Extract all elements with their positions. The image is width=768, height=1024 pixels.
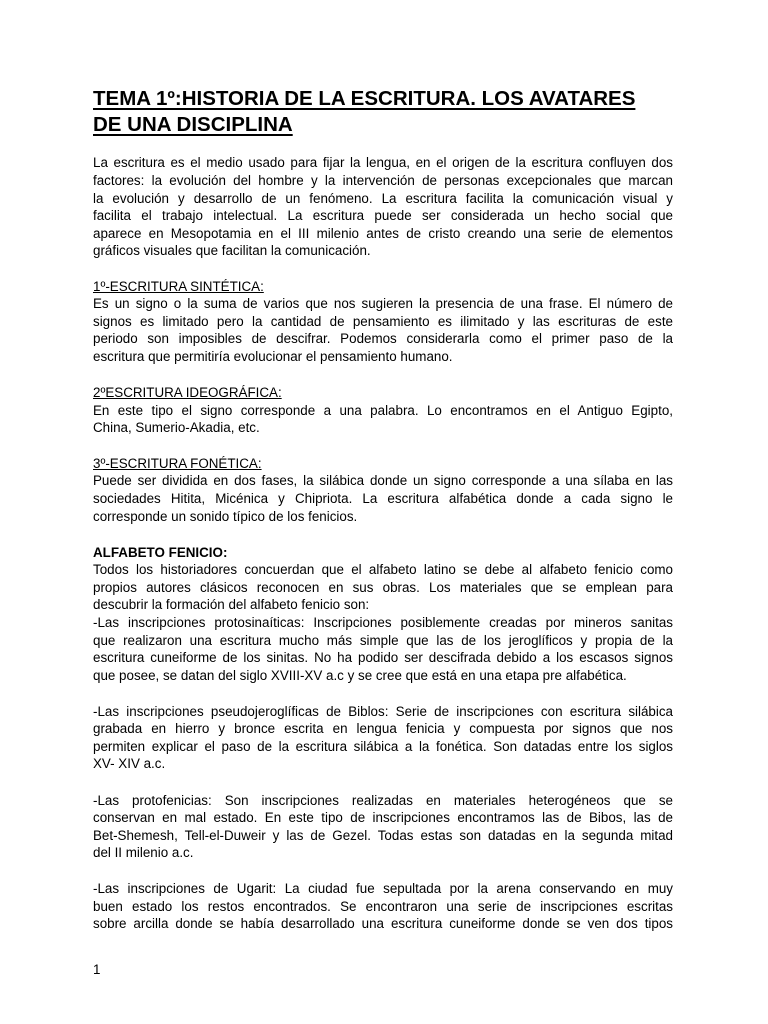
section-line: Todos los historiadores concuerdan que el alfabeto latino se debe al alfabeto fenicio como [93, 562, 673, 577]
intro-line: gráficos visuales que facilitan la comunicación. [93, 243, 371, 258]
section-line: Puede ser dividida en dos fases, la silábica donde un signo corresponde a una sílaba en las [93, 473, 673, 488]
section-line: Es un signo o la suma de varios que nos sugieren la presencia de una frase. El número de [93, 296, 673, 311]
paragraph-line: conservan en mal estado. En este tipo de inscripciones encontramos las de Bibos, las de [93, 810, 673, 825]
paragraph-line: -Las inscripciones de Ugarit: La ciudad fue sepultada por la arena conservando en muy [93, 881, 673, 896]
document-title-line-2: DE UNA DISCIPLINA [93, 113, 293, 136]
paragraph-line: permiten explicar el paso de la escritura silábica a la fonética. Son datadas entre los siglos [93, 739, 673, 754]
section-line: periodo son imposibles de descifrar. Podemos considerarla como el primer paso de la [93, 331, 673, 346]
paragraph-line: sobre arcilla donde se había desarrollado una escritura cuneiforme donde se ven dos tipos [93, 916, 673, 931]
document-title-line-1: TEMA 1º:HISTORIA DE LA ESCRITURA. LOS AVATARES [93, 87, 636, 110]
paragraph-line: grabada en hierro y bronce escrita en lengua fenicia y compuesta por signos que nos [93, 721, 673, 736]
page-number: 1 [93, 962, 101, 977]
section-line: propios autores clásicos reconocen en sus obras. Los materiales que se emplean para [93, 580, 673, 595]
section-heading-fonetica: 3º-ESCRITURA FONÉTICA: [93, 456, 262, 471]
section-line: que posee, se datan del siglo XVIII-XV a.c y se cree que está en una etapa pre alfabética. [93, 668, 627, 683]
section-line: escritura cuneiforme de los sinitas. No ha podido ser descifrada debido a los escasos signos [93, 650, 673, 665]
section-line: China, Sumerio-Akadia, etc. [93, 420, 260, 435]
section-line: descubrir la formación del alfabeto fenicio son: [93, 597, 370, 612]
section-line: signos es limitado pero la cantidad de pensamiento es ilimitado y las escrituras de este [93, 314, 673, 329]
paragraph-line: -Las protofenicias: Son inscripciones realizadas en materiales heterogéneos que se [93, 793, 673, 808]
paragraph-line: -Las inscripciones pseudojeroglíficas de Biblos: Serie de inscripciones con escritura silábica [93, 704, 673, 719]
intro-line: facilita el trabajo intelectual. La escritura puede ser considerada un hecho social que [93, 208, 673, 223]
paragraph-line: Bet-Shemesh, Tell-el-Duweir y las de Gezel. Todas estas son datadas en la segunda mitad [93, 828, 673, 843]
section-heading-alfabeto-fenicio: ALFABETO FENICIO: [93, 545, 228, 560]
paragraph-line: buen estado los restos encontrados. Se encontraron una serie de inscripciones escritas [93, 899, 673, 914]
intro-line: La escritura es el medio usado para fijar la lengua, en el origen de la escritura confluyen dos [93, 155, 673, 170]
section-line: En este tipo el signo corresponde a una palabra. Lo encontramos en el Antiguo Egipto, [93, 403, 673, 418]
section-line: sociedades Hitita, Micénica y Chipriota. La escritura alfabética donde a cada signo le [93, 491, 673, 506]
section-line: que realizaron una escritura mucho más simple que las de los jeroglíficos y propia de la [93, 633, 673, 648]
section-heading-sintetica: 1º-ESCRITURA SINTÉTICA: [93, 279, 264, 294]
section-line: corresponde un sonido típico de los fenicios. [93, 509, 358, 524]
section-line: escritura que permitiría evolucionar el pensamiento humano. [93, 349, 453, 364]
section-heading-ideografica: 2ºESCRITURA IDEOGRÁFICA: [93, 385, 282, 400]
intro-line: la evolución y desarrollo de un fenómeno. La escritura facilita la comunicación visual y [93, 191, 673, 206]
paragraph-line: XV- XIV a.c. [93, 756, 166, 771]
intro-line: aparece en Mesopotamia en el III milenio antes de cristo creando una serie de elementos [93, 226, 673, 241]
section-line: -Las inscripciones protosinaíticas: Inscripciones posiblemente creadas por mineros sanitas [93, 615, 673, 630]
intro-line: factores: la evolución del hombre y la intervención de personas excepcionales que marcan [93, 173, 673, 188]
paragraph-line: del II milenio a.c. [93, 845, 194, 860]
